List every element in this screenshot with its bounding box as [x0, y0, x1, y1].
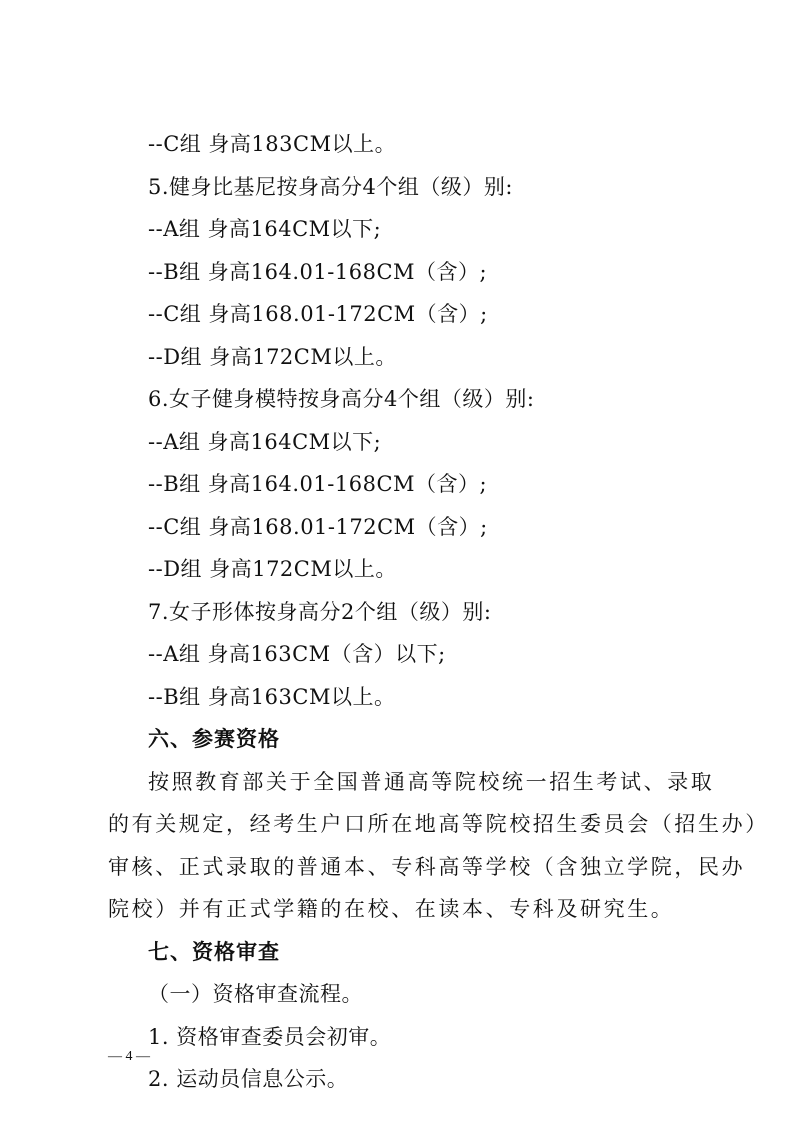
group-line: --A组 身高164CM以下; [148, 430, 382, 454]
paragraph-line: 审核、正式录取的普通本、专科高等学校（含独立学院，民办 [108, 855, 746, 879]
paragraph-line: 院校）并有正式学籍的在校、在读本、专科及研究生。 [108, 897, 675, 921]
paragraph-line: 的有关规定，经考生户口所在地高等院校招生委员会（招生办） [108, 812, 769, 836]
group-line: --B组 身高164.01-168CM（含）; [148, 260, 488, 284]
paragraph-line: 按照教育部关于全国普通高等院校统一招生考试、录取 [148, 770, 715, 794]
subheading: （一）资格审查流程。 [148, 982, 363, 1006]
list-item: 2. 运动员信息公示。 [148, 1067, 349, 1091]
group-line: --C组 身高183CM以上。 [148, 132, 397, 156]
page-number: — 4 — [108, 1049, 150, 1064]
category-line: 6.女子健身模特按身高分4个组（级）别: [148, 387, 535, 411]
section-heading-review: 七、资格审查 [148, 939, 280, 964]
category-line: 7.女子形体按身高分2个组（级）别: [148, 600, 492, 624]
category-line: 5.健身比基尼按身高分4个组（级）别: [148, 175, 513, 199]
group-line: --A组 身高163CM（含）以下; [148, 642, 446, 666]
group-line: --A组 身高164CM以下; [148, 217, 382, 241]
group-line: --C组 身高168.01-172CM（含）; [148, 515, 488, 539]
group-line: --D组 身高172CM以上。 [148, 345, 397, 369]
group-line: --B组 身高163CM以上。 [148, 685, 396, 709]
section-heading-eligibility: 六、参赛资格 [148, 726, 280, 751]
group-line: --D组 身高172CM以上。 [148, 557, 397, 581]
group-line: --B组 身高164.01-168CM（含）; [148, 472, 488, 496]
group-line: --C组 身高168.01-172CM（含）; [148, 302, 488, 326]
list-item: 1. 资格审查委员会初审。 [148, 1025, 392, 1049]
